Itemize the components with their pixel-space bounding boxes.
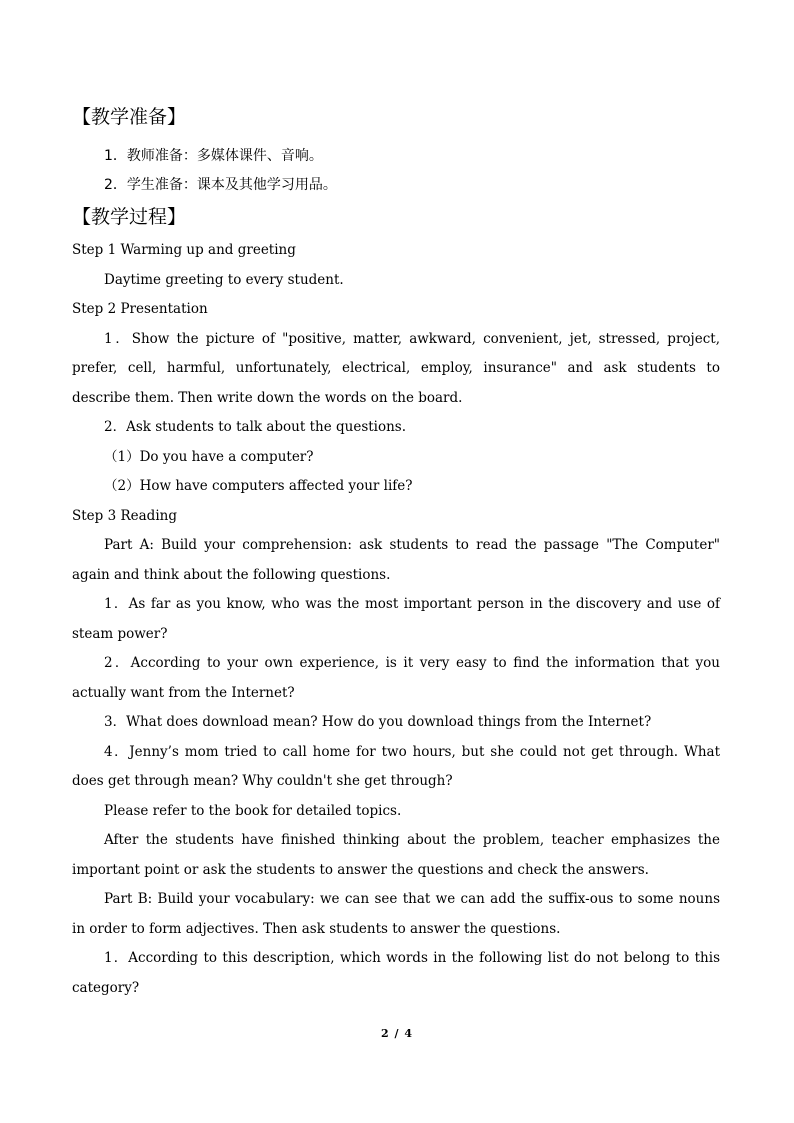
step-1-title: Step 1 Warming up and greeting — [72, 242, 296, 258]
document-body — [72, 103, 720, 1003]
part-b-question-1: 1．According to this description, which words in the following list do not belong to this category? — [72, 950, 720, 996]
after-paragraph: After the students have finished thinking about the problem, teacher emphasizes the important point or ask the students to answer the questions and check the answers. — [72, 832, 720, 878]
step-3-title: Step 3 Reading — [72, 507, 177, 524]
step-2-title: Step 2 Presentation — [72, 301, 208, 317]
step-1-text: Daytime greeting to every student. — [104, 271, 344, 288]
page-number: 2 / 4 — [381, 1027, 413, 1040]
prep-item-teacher: 1．教师准备：多媒体课件、音响。 — [104, 148, 323, 164]
part-a-question-4: 4．Jenny’s mom tried to call home for two hours, but she could not get through. What does get through mean? Why couldn't she get through? — [72, 743, 720, 789]
refer-note: Please refer to the book for detailed topics. — [104, 802, 402, 819]
section-heading-process: 【教学过程】 — [72, 206, 187, 228]
step-2-item-2: 2．Ask students to talk about the questions. — [104, 419, 407, 435]
part-a-question-2: 2．According to your own experience, is it very easy to find the information that you actually want from the Internet? — [72, 655, 720, 701]
part-a-question-3: 3．What does download mean? How do you download things from the Internet? — [104, 714, 652, 730]
part-b-intro: Part B: Build your vocabulary: we can see that we can add the suffix-ous to some nouns in order to form adjectives. Then ask students to answer the questions. — [72, 891, 720, 937]
prep-item-student: 2．学生准备：课本及其他学习用品。 — [104, 177, 337, 193]
part-a-intro: Part A: Build your comprehension: ask students to read the passage "The Computer" again and think about the following questions. — [72, 537, 720, 583]
step-2-question-1: （1）Do you have a computer? — [104, 448, 314, 465]
step-2-item-1: 1．Show the picture of "positive, matter, awkward, convenient, jet, stressed, project, prefer, cell, harmful, unfortunately, electrical, employ, insurance" and ask students to describe them. Then write down the words on the board. — [72, 330, 720, 406]
section-heading-preparation: 【教学准备】 — [72, 106, 187, 128]
step-2-question-2: （2）How have computers affected your life? — [104, 478, 413, 494]
part-a-question-1: 1．As far as you know, who was the most important person in the discovery and use of steam power? — [72, 596, 720, 642]
